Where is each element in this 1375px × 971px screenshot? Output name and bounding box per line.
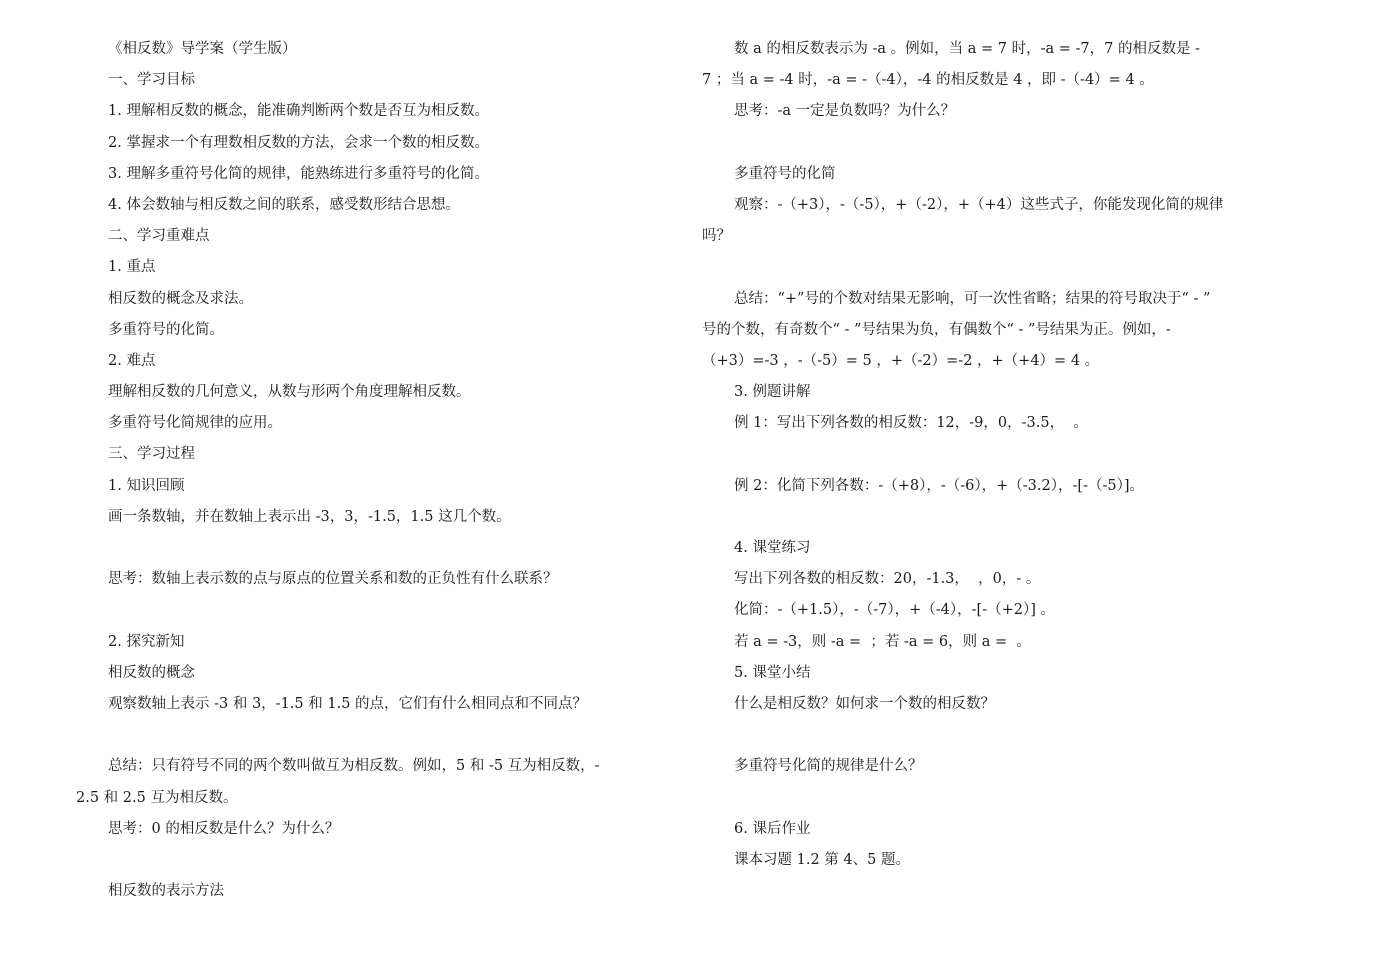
blank-line: [702, 439, 1292, 470]
text-line: 1. 知识回顾: [108, 477, 185, 494]
text-line: 5. 课堂小结: [734, 664, 811, 681]
text-line: 二、学习重难点: [108, 228, 210, 245]
text-line: 例 1：写出下列各数的相反数：12，-9，0，-3.5， 。: [734, 415, 1088, 432]
blank-line: [76, 533, 666, 564]
text-line: 什么是相反数？如何求一个数的相反数？: [734, 695, 995, 712]
blank-line: [702, 252, 1292, 283]
text-line: 2. 难点: [108, 352, 156, 369]
blank-line: [76, 845, 666, 876]
text-line: 3. 例题讲解: [734, 384, 811, 401]
text-line: 《相反数》导学案（学生版）: [108, 41, 297, 57]
right-column: [702, 34, 1292, 876]
text-line: 吗？: [702, 228, 731, 245]
text-line: 理解相反数的几何意义，从数与形两个角度理解相反数。: [108, 384, 471, 401]
text-line: 一、学习目标: [108, 72, 195, 89]
blank-line: [702, 783, 1292, 814]
text-line: 2. 掌握求一个有理数相反数的方法，会求一个数的相反数。: [108, 134, 489, 151]
text-line: 4. 课堂练习: [734, 540, 811, 556]
blank-line: [76, 595, 666, 626]
text-line: 多重符号的化简。: [108, 321, 224, 338]
text-line: 若 a = -3，则 -a = ；若 -a = 6，则 a = 。: [734, 633, 1031, 650]
text-line: 2.5 和 2.5 互为相反数。: [76, 789, 238, 806]
text-line: 观察：-（+3），-（-5），+（-2），+（+4）这些式子，你能发现化简的规律: [734, 196, 1224, 213]
text-line: 3. 理解多重符号化简的规律，能熟练进行多重符号的化简。: [108, 165, 489, 182]
text-line: 数 a 的相反数表示为 -a 。例如，当 a = 7 时，-a = -7，7 的相反数是 -: [734, 41, 1200, 57]
blank-line: [702, 720, 1292, 751]
blank-line: [702, 128, 1292, 159]
text-line: 相反数的概念及求法。: [108, 290, 253, 307]
text-line: 相反数的概念: [108, 664, 195, 681]
left-column: [76, 34, 666, 907]
text-line: 7 ；当 a = -4 时，-a = -（-4），-4 的相反数是 4 ，即 -（-4）= 4 。: [702, 72, 1154, 89]
text-line: 观察数轴上表示 -3 和 3，-1.5 和 1.5 的点，它们有什么相同点和不同点？: [108, 695, 588, 712]
text-line: 1. 理解相反数的概念，能准确判断两个数是否互为相反数。: [108, 103, 489, 120]
text-line: 相反数的表示方法: [108, 883, 224, 900]
text-line: 1. 重点: [108, 259, 156, 276]
text-line: 课本习题 1.2 第 4、5 题。: [734, 851, 910, 868]
text-line: 例 2：化简下列各数：-（+8），-（-6），+（-3.2），-[-（-5）]。: [734, 477, 1144, 494]
text-line: 思考：数轴上表示数的点与原点的位置关系和数的正负性有什么联系？: [108, 571, 558, 588]
text-line: 6. 课后作业: [734, 820, 811, 837]
text-line: 4. 体会数轴与相反数之间的联系，感受数形结合思想。: [108, 196, 460, 213]
text-line: 画一条数轴，并在数轴上表示出 -3，3，-1.5，1.5 这几个数。: [108, 508, 511, 525]
blank-line: [702, 502, 1292, 533]
text-line: 三、学习过程: [108, 446, 195, 463]
text-line: 多重符号的化简: [734, 165, 836, 182]
text-line: 多重符号化简规律的应用。: [108, 415, 282, 432]
text-line: 号的个数，有奇数个“ - ”号结果为负，有偶数个“ - ”号结果为正。例如，-: [702, 321, 1171, 338]
text-line: （+3）=-3 ，-（-5）= 5 ，+（-2）=-2 ，+（+4）= 4 。: [702, 352, 1100, 369]
text-line: 总结：只有符号不同的两个数叫做互为相反数。例如，5 和 -5 互为相反数，-: [108, 758, 600, 775]
text-line: 2. 探究新知: [108, 633, 185, 650]
text-line: 总结：“+”号的个数对结果无影响，可一次性省略；结果的符号取决于“ - ”: [734, 290, 1211, 307]
text-line: 思考：0 的相反数是什么？为什么？: [108, 820, 340, 837]
text-line: 写出下列各数的相反数：20，-1.3， ，0，- 。: [734, 571, 1041, 588]
text-line: 多重符号化简的规律是什么？: [734, 758, 923, 775]
text-line: 思考：-a 一定是负数吗？为什么？: [734, 103, 956, 120]
text-line: 化简：-（+1.5），-（-7），+（-4），-[-（+2）] 。: [734, 602, 1056, 619]
blank-line: [76, 720, 666, 751]
